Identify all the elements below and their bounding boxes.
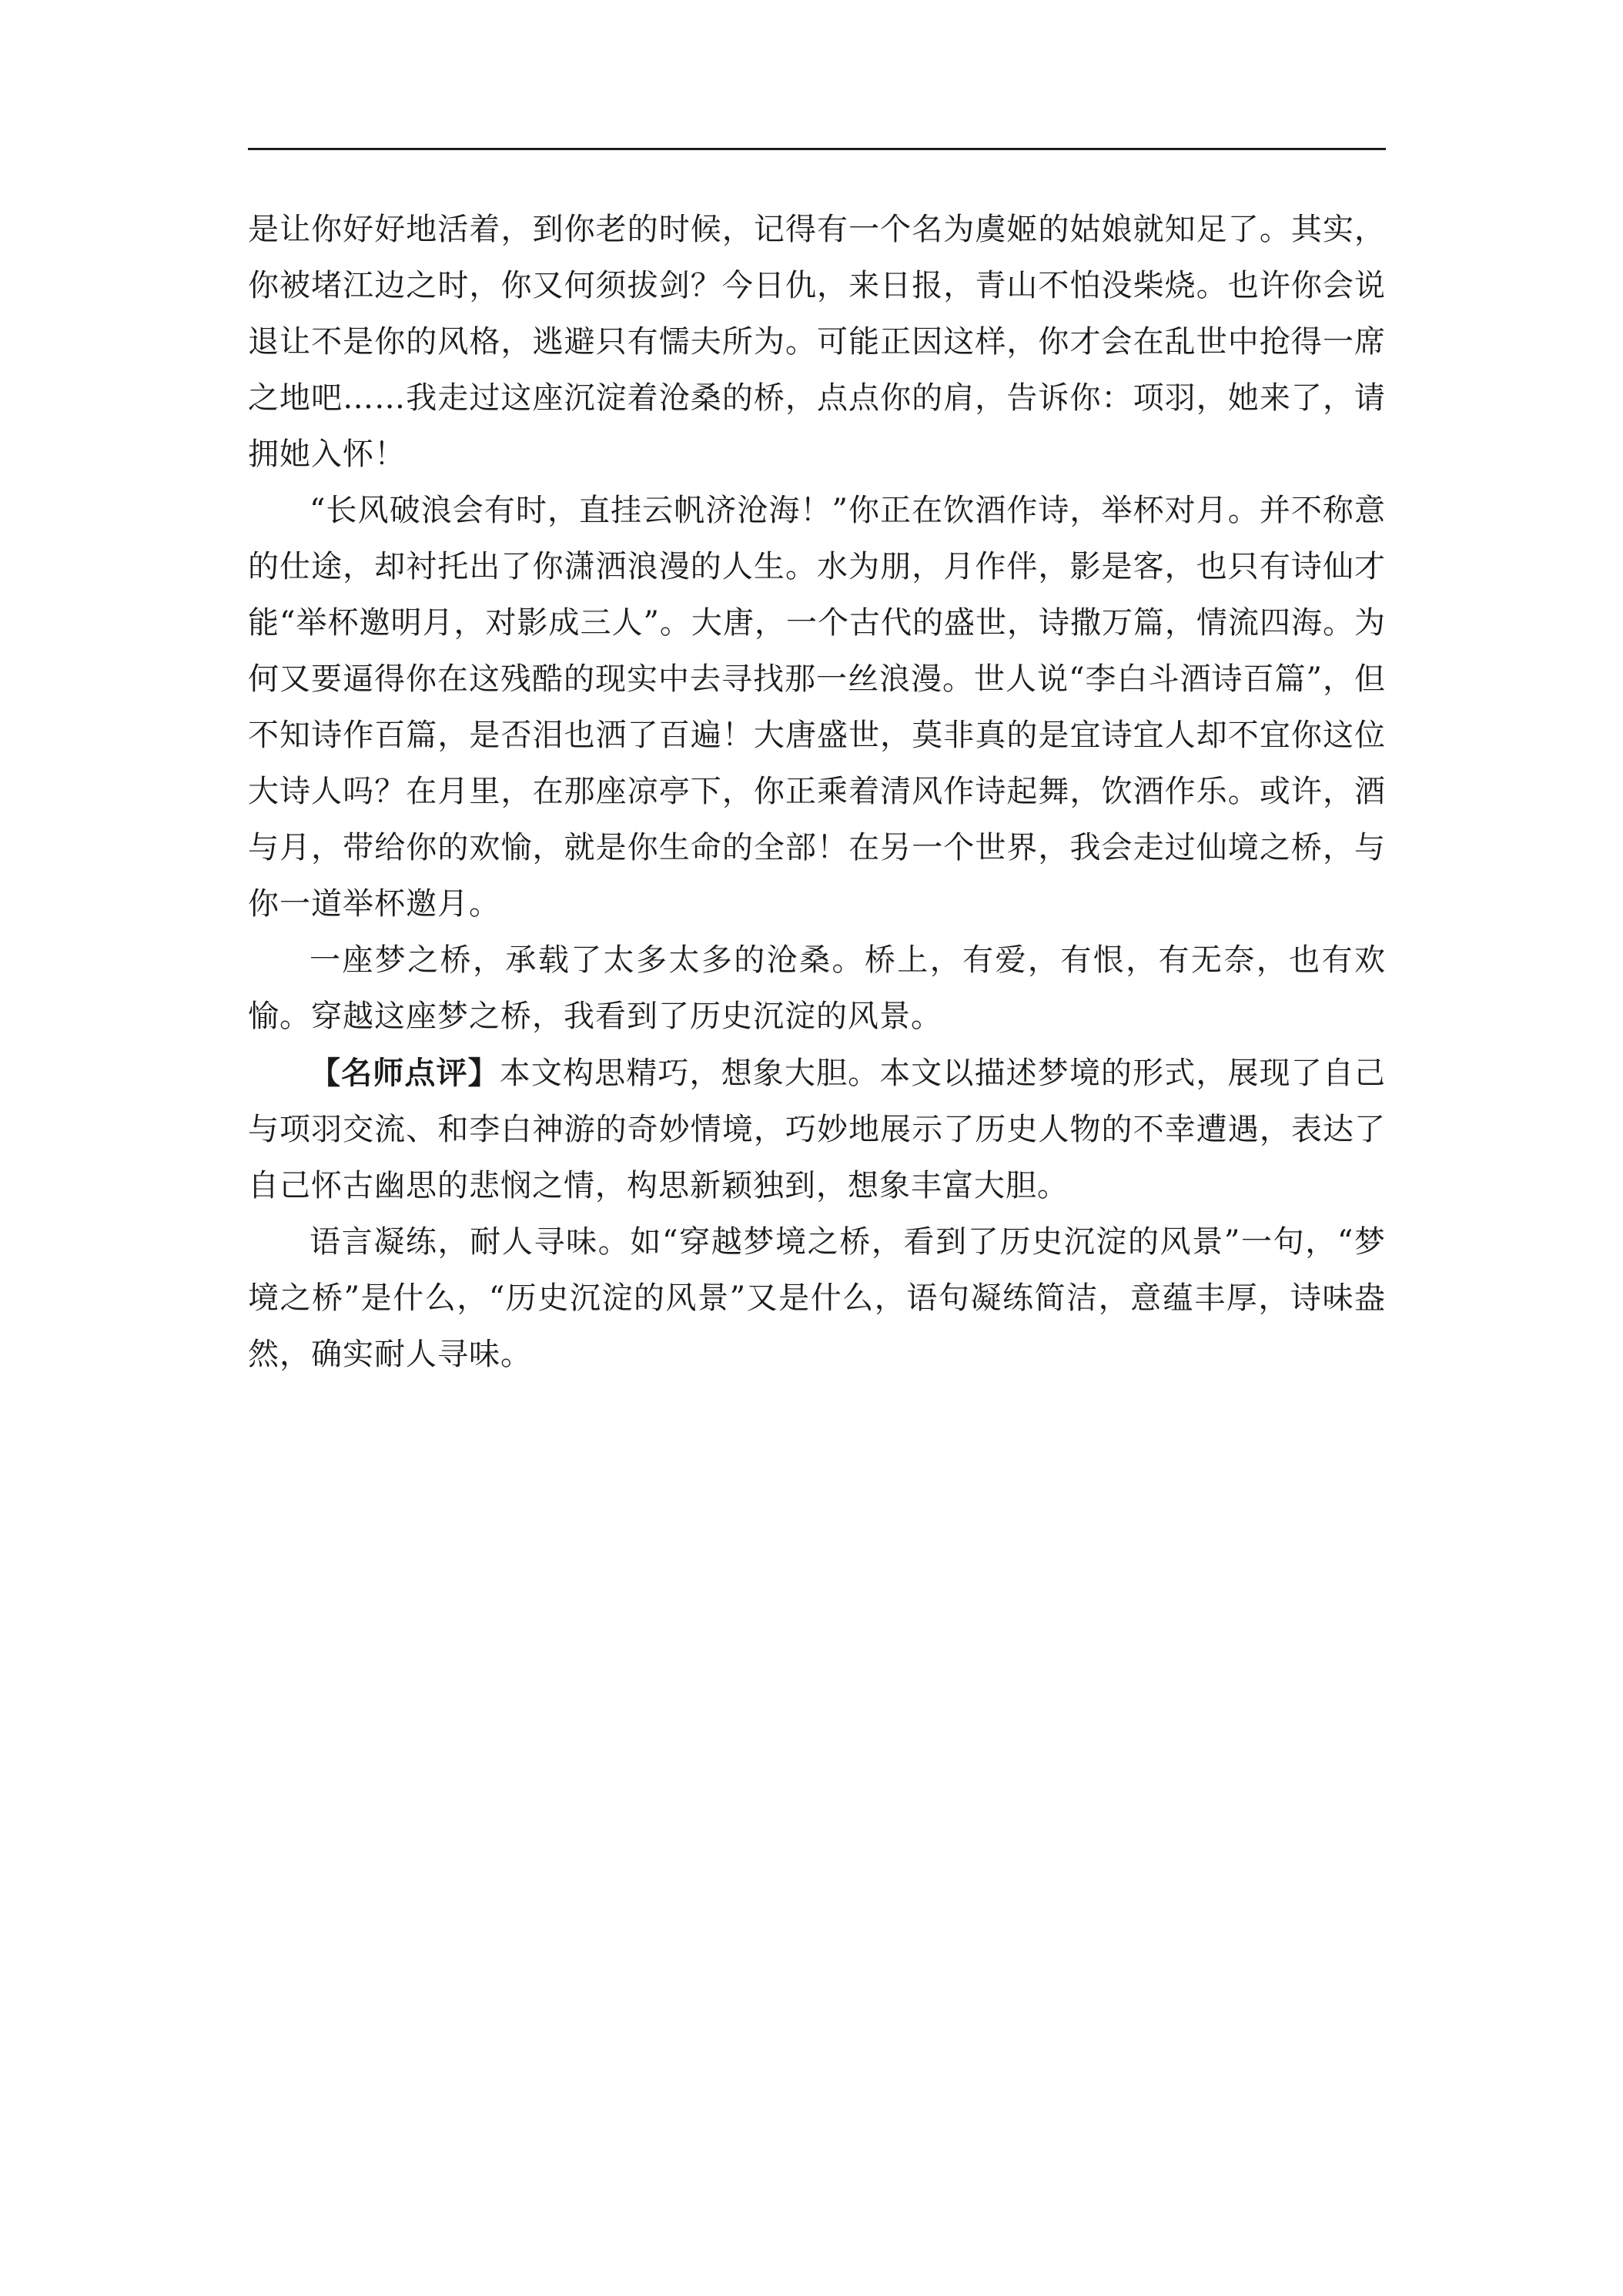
document-body: [248, 202, 1386, 1383]
paragraph-5-text: 语言凝练，耐人寻味。如“穿越梦境之桥，看到了历史沉淀的风景”一句，“梦境之桥”是什么，“历史沉淀的风景”又是什么，语句凝练简洁，意蕴丰厚，诗味盎然，确实耐人寻味。: [248, 1224, 1386, 1372]
paragraph-1: [248, 202, 1386, 483]
header-rule: [248, 148, 1386, 150]
paragraph-4-teacher-review: [248, 1045, 1386, 1214]
review-label: 【名师点评】: [310, 1055, 500, 1091]
paragraph-5: [248, 1214, 1386, 1383]
paragraph-3-text: 一座梦之桥，承载了太多太多的沧桑。桥上，有爱，有恨，有无奈，也有欢愉。穿越这座梦之桥，我看到了历史沉淀的风景。: [248, 942, 1386, 1034]
paragraph-1-text: 是让你好好地活着，到你老的时候，记得有一个名为虞姬的姑娘就知足了。其实，你被堵江边之时，你又何须拔剑？今日仇，来日报，青山不怕没柴烧。也许你会说退让不是你的风格，逃避只有懦夫所为。可能正因这样，你才会在乱世中抢得一席之地吧……我走过这座沉淀着沧桑的桥，点点你的肩，告诉你：项羽，她来了，请拥她入怀！: [248, 212, 1386, 472]
paragraph-3: [248, 932, 1386, 1045]
paragraph-2-text: “长风破浪会有时，直挂云帆济沧海！”你正在饮酒作诗，举杯对月。并不称意的仕途，却衬托出了你潇洒浪漫的人生。水为朋，月作伴，影是客，也只有诗仙才能“举杯邀明月，对影成三人”。大唐，一个古代的盛世，诗撒万篇，情流四海。为何又要逼得你在这残酷的现实中去寻找那一丝浪漫。世人说“李白斗酒诗百篇”，但不知诗作百篇，是否泪也洒了百遍！大唐盛世，莫非真的是宜诗宜人却不宜你这位大诗人吗？在月里，在那座凉亭下，你正乘着清风作诗起舞，饮酒作乐。或许，酒与月，带给你的欢愉，就是你生命的全部！在另一个世界，我会走过仙境之桥，与你一道举杯邀月。: [248, 493, 1386, 922]
paragraph-2: [248, 483, 1386, 932]
paragraph-4-text: 本文构思精巧，想象大胆。本文以描述梦境的形式，展现了自己与项羽交流、和李白神游的奇妙情境，巧妙地展示了历史人物的不幸遭遇，表达了自己怀古幽思的悲悯之情，构思新颖独到，想象丰富大胆。: [248, 1056, 1387, 1203]
